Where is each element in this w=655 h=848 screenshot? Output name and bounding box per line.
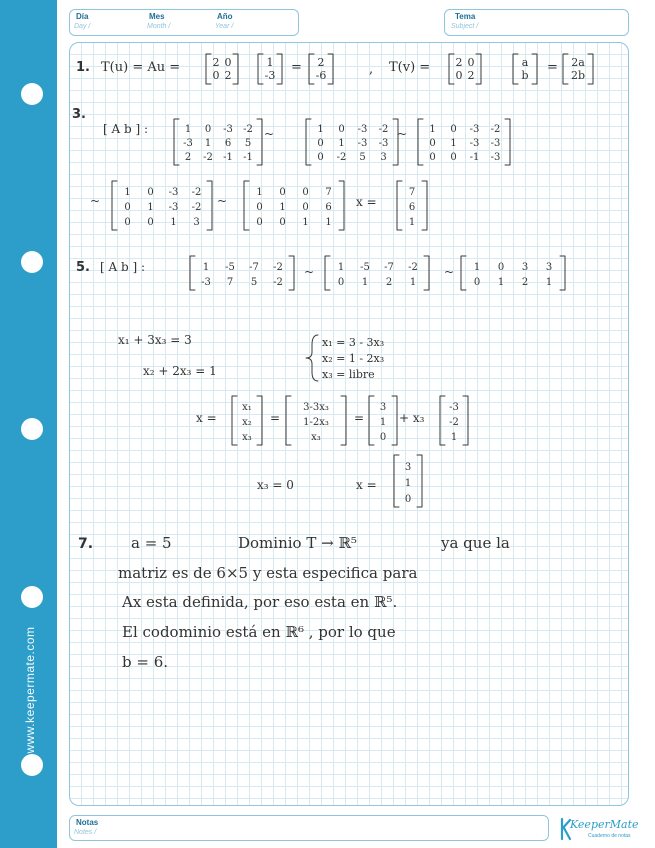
matrix-entry: 3 <box>545 262 553 273</box>
notes-sublabel: Notes / <box>74 829 97 836</box>
day-sublabel: Day / <box>74 23 91 30</box>
expression: T(u) = Au = <box>101 60 181 75</box>
augmented-label: [ A b ] : <box>103 122 149 136</box>
matrix-entry: -1 <box>469 152 480 163</box>
matrix-entry: 1 <box>379 417 387 428</box>
matrix <box>440 396 468 445</box>
matrix-entry: -3 <box>201 277 211 288</box>
matrix-entry: x₁ <box>242 402 252 413</box>
brand-url: www.keepermate.com <box>23 626 37 754</box>
matrix-entry: -3 <box>168 187 179 198</box>
matrix-entry: 3 <box>404 462 412 473</box>
problem-number: 3. <box>72 107 86 122</box>
matrix-entry: -6 <box>315 69 327 82</box>
text-line: Dominio T → ℝ⁵ <box>238 534 357 552</box>
bracket-right <box>463 396 468 445</box>
matrix-entry: 2 <box>467 69 475 82</box>
matrix <box>394 455 422 507</box>
text-line: a = 5 <box>131 534 172 552</box>
month-label: Mes <box>149 12 165 21</box>
arrow: ~ <box>264 127 275 141</box>
matrix-entry: 0 <box>473 277 481 288</box>
matrix-entry: -2 <box>203 152 213 163</box>
matrix-entry: 1 <box>429 124 436 135</box>
bracket-left <box>309 54 314 84</box>
matrix-entry: 0 <box>450 124 457 135</box>
matrix-entry: 1 <box>450 432 458 443</box>
matrix <box>461 256 565 290</box>
matrix-entry: 1 <box>473 262 481 273</box>
matrix-entry: 0 <box>256 202 263 213</box>
bracket-left <box>440 396 445 445</box>
matrix <box>369 396 397 445</box>
bracket-left <box>112 181 117 230</box>
matrix-entry: 1 <box>409 277 417 288</box>
matrix-entry: 0 <box>204 124 212 135</box>
matrix-entry: 1 <box>338 138 345 149</box>
matrix-entry: -1 <box>223 152 233 163</box>
matrix-entry: 0 <box>147 187 154 198</box>
matrix <box>174 119 262 165</box>
matrix-entry: 1 <box>404 478 412 489</box>
bracket-left <box>325 256 330 290</box>
matrix-entry: 3 <box>521 262 529 273</box>
system-line: x₁ = 3 - 3x₃ <box>322 336 385 349</box>
bracket-right <box>417 455 422 507</box>
matrix-entry: 1 <box>204 138 212 149</box>
matrix-entry: -7 <box>384 262 394 273</box>
matrix <box>258 54 282 84</box>
matrix <box>244 181 344 230</box>
matrix-entry: -2 <box>273 262 283 273</box>
matrix-entry: -2 <box>191 187 202 198</box>
matrix-entry: 0 <box>455 69 463 82</box>
bracket-right <box>328 54 333 84</box>
matrix-entry: 1 <box>184 124 192 135</box>
year-label: Año <box>217 12 233 21</box>
arrow: ~ <box>90 194 101 208</box>
text-line: matriz es de 6×5 y esta especifica para <box>118 564 418 582</box>
notes-label: Notas <box>76 818 99 827</box>
matrix-entry: 1 <box>302 217 309 228</box>
arrow: ~ <box>397 127 408 141</box>
matrix-entry: -3 <box>183 138 193 149</box>
matrix-entry: 1 <box>170 217 177 228</box>
matrix <box>232 396 262 445</box>
matrix-entry: 0 <box>429 152 436 163</box>
matrix-entry: 2 <box>317 56 325 69</box>
matrix-entry: -3 <box>223 124 233 135</box>
bracket-left <box>244 181 249 230</box>
matrix <box>309 54 333 84</box>
bracket-left <box>258 54 263 84</box>
x-label: x = <box>196 411 217 425</box>
problem-7 <box>78 534 510 671</box>
matrix-entry: 0 <box>429 138 436 149</box>
bracket-left <box>206 54 211 84</box>
matrix <box>513 54 537 84</box>
free-variable: x₃ = 0 <box>257 478 294 492</box>
augmented-label: [ A b ] : <box>100 260 146 274</box>
matrix-entry: -2 <box>243 124 253 135</box>
system-line: x₃ = libre <box>322 368 375 381</box>
bracket-right <box>207 181 212 230</box>
matrix-entry: -3 <box>490 152 501 163</box>
matrix-entry: 2 <box>385 277 393 288</box>
matrix-entry: -1 <box>243 152 253 163</box>
matrix-entry: 2 <box>521 277 529 288</box>
bracket-left <box>306 119 311 165</box>
bracket-right <box>532 54 537 84</box>
matrix-entry: x₃ <box>242 432 252 443</box>
text-line: Ax esta definida, por eso esta en ℝ⁵. <box>122 593 398 611</box>
matrix-entry: 0 <box>497 262 505 273</box>
matrix-entry: 3 <box>380 152 387 163</box>
bracket-left <box>174 119 179 165</box>
subject-label: Tema <box>455 12 476 21</box>
bracket-right <box>289 256 294 290</box>
matrix-entry: 0 <box>317 152 324 163</box>
subject-sublabel: Subject / <box>451 23 479 30</box>
matrix-entry: 0 <box>404 494 412 505</box>
day-label: Día <box>76 12 89 21</box>
matrix <box>449 54 481 84</box>
bracket-right <box>341 396 346 445</box>
matrix-entry: 0 <box>338 124 345 135</box>
arrow: ~ <box>304 265 315 279</box>
matrix-entry: 6 <box>325 202 332 213</box>
matrix-entry: -2 <box>273 277 283 288</box>
matrix-entry: 3-3x₃ <box>303 402 329 413</box>
text-line: ya que la <box>441 534 510 552</box>
matrix-entry: -3 <box>378 138 389 149</box>
matrix-entry: -3 <box>469 124 480 135</box>
equals-sign: = <box>291 60 302 75</box>
matrix-entry: 1 <box>202 262 210 273</box>
matrix <box>206 54 238 84</box>
bracket-right <box>277 54 282 84</box>
matrix <box>286 396 346 445</box>
logo-text: KeeperMate <box>570 818 639 831</box>
matrix-entry: -2 <box>408 262 418 273</box>
matrix-entry: 6 <box>224 138 232 149</box>
system-line: x₂ = 1 - 2x₃ <box>322 352 385 365</box>
matrix-entry: -2 <box>336 152 347 163</box>
matrix-entry: 0 <box>467 56 475 69</box>
x-label: x = <box>356 478 377 492</box>
matrix-entry: -2 <box>378 124 389 135</box>
matrix-entry: 1 <box>256 187 263 198</box>
matrix-entry: 0 <box>124 217 131 228</box>
matrix-entry: 1 <box>124 187 131 198</box>
matrix <box>306 119 398 165</box>
problem-3 <box>72 107 510 230</box>
matrix-entry: b <box>521 69 529 82</box>
matrix-entry: -3 <box>469 138 480 149</box>
matrix-entry: 2 <box>455 56 463 69</box>
matrix <box>190 256 294 290</box>
matrix-entry: -7 <box>249 262 259 273</box>
matrix-entry: 1 <box>497 277 505 288</box>
equals-sign: = <box>547 60 558 75</box>
matrix <box>112 181 212 230</box>
matrix-entry: 1 <box>279 202 286 213</box>
arrow: ~ <box>444 265 455 279</box>
matrix-entry: 2 <box>212 56 220 69</box>
bracket-right <box>339 181 344 230</box>
matrix-entry: 2 <box>184 152 192 163</box>
matrix-entry: 3 <box>193 217 200 228</box>
bracket-right <box>233 54 238 84</box>
matrix-entry: 2b <box>570 69 586 82</box>
matrix-entry: 5 <box>244 138 252 149</box>
matrix-entry: -5 <box>225 262 235 273</box>
month-sublabel: Month / <box>147 23 171 30</box>
matrix-entry: 1 <box>450 138 457 149</box>
matrix-entry: 7 <box>226 277 234 288</box>
expression: T(v) = <box>389 60 431 75</box>
matrix-entry: 3 <box>379 402 387 413</box>
x-label: x = <box>356 195 377 209</box>
plus-term: + x₃ <box>399 411 425 425</box>
matrix-entry: 0 <box>379 432 387 443</box>
bracket-right <box>588 54 593 84</box>
bracket-left <box>394 455 399 507</box>
matrix-entry: 2 <box>224 69 232 82</box>
matrix-entry: -2 <box>449 417 459 428</box>
equals-sign: = <box>270 411 281 425</box>
bracket-right <box>422 181 427 230</box>
bracket-right <box>257 119 262 165</box>
bracket-left <box>232 396 237 445</box>
matrix-entry: 0 <box>450 152 457 163</box>
logo-tagline: Cuaderno de notas <box>588 833 631 839</box>
bracket-left <box>286 396 291 445</box>
bracket-right <box>505 119 510 165</box>
problem-number: 7. <box>78 536 94 552</box>
matrix-entry: 0 <box>256 217 263 228</box>
bracket-left <box>190 256 195 290</box>
bracket-right <box>257 396 262 445</box>
matrix-entry: 1 <box>337 262 345 273</box>
separator: , <box>369 62 374 77</box>
bracket-right <box>424 256 429 290</box>
matrix-entry: -3 <box>449 402 459 413</box>
matrix-entry: 1 <box>147 202 154 213</box>
matrix-entry: 7 <box>408 187 416 198</box>
bracket-left <box>563 54 568 84</box>
matrix-entry: 0 <box>124 202 131 213</box>
equals-sign: = <box>354 411 365 425</box>
matrix-entry: 0 <box>337 277 345 288</box>
bracket-left <box>461 256 466 290</box>
matrix-entry: x₃ <box>311 432 321 443</box>
text-line: El codominio está en ℝ⁶ , por lo que <box>122 623 396 641</box>
matrix-entry: 0 <box>302 202 309 213</box>
matrix-entry: -3 <box>357 138 368 149</box>
bracket-left <box>513 54 518 84</box>
problem-number: 1. <box>76 60 90 75</box>
matrix-entry: -2 <box>191 202 202 213</box>
equation: x₁ + 3x₃ = 3 <box>118 333 192 347</box>
matrix-entry: 1 <box>266 56 274 69</box>
matrix-entry: -3 <box>168 202 179 213</box>
problem-1 <box>76 54 593 84</box>
matrix-entry: 1-2x₃ <box>303 417 329 428</box>
matrix-entry: -2 <box>490 124 501 135</box>
matrix-entry: 0 <box>224 56 232 69</box>
matrix-entry: 0 <box>302 187 309 198</box>
arrow: ~ <box>217 194 228 208</box>
bracket-right <box>392 396 397 445</box>
matrix-entry: 0 <box>317 138 324 149</box>
bracket-left <box>449 54 454 84</box>
matrix-entry: 1 <box>325 217 332 228</box>
matrix-entry: 7 <box>325 187 332 198</box>
matrix-entry: 6 <box>408 202 416 213</box>
problem-number: 5. <box>76 260 90 275</box>
matrix-entry: x₂ <box>242 417 252 428</box>
matrix-entry: -5 <box>360 262 370 273</box>
matrix <box>563 54 593 84</box>
bracket-left <box>397 181 402 230</box>
matrix-entry: 1 <box>317 124 324 135</box>
matrix-entry: 1 <box>545 277 553 288</box>
matrix-entry: a <box>521 56 529 69</box>
matrix <box>397 181 427 230</box>
bracket-left <box>369 396 374 445</box>
matrix-entry: 5 <box>250 277 258 288</box>
bracket-left <box>418 119 423 165</box>
bracket-right <box>393 119 398 165</box>
matrix-entry: 0 <box>279 217 286 228</box>
matrix-entry: 1 <box>408 217 416 228</box>
matrix-entry: 2a <box>571 56 585 69</box>
matrix-entry: 1 <box>361 277 369 288</box>
matrix <box>325 256 429 290</box>
matrix <box>418 119 510 165</box>
year-sublabel: Year / <box>215 23 234 30</box>
bracket-right <box>560 256 565 290</box>
matrix-entry: 0 <box>147 217 154 228</box>
bracket-right <box>476 54 481 84</box>
problem-5 <box>76 256 565 507</box>
text-line: b = 6. <box>122 653 169 671</box>
matrix-entry: -3 <box>357 124 368 135</box>
equation: x₂ + 2x₃ = 1 <box>143 364 217 378</box>
matrix-entry: 0 <box>212 69 220 82</box>
matrix-entry: 0 <box>279 187 286 198</box>
matrix-entry: -3 <box>490 138 501 149</box>
matrix-entry: 5 <box>359 152 366 163</box>
matrix-entry: -3 <box>264 69 276 82</box>
brace <box>306 335 318 381</box>
